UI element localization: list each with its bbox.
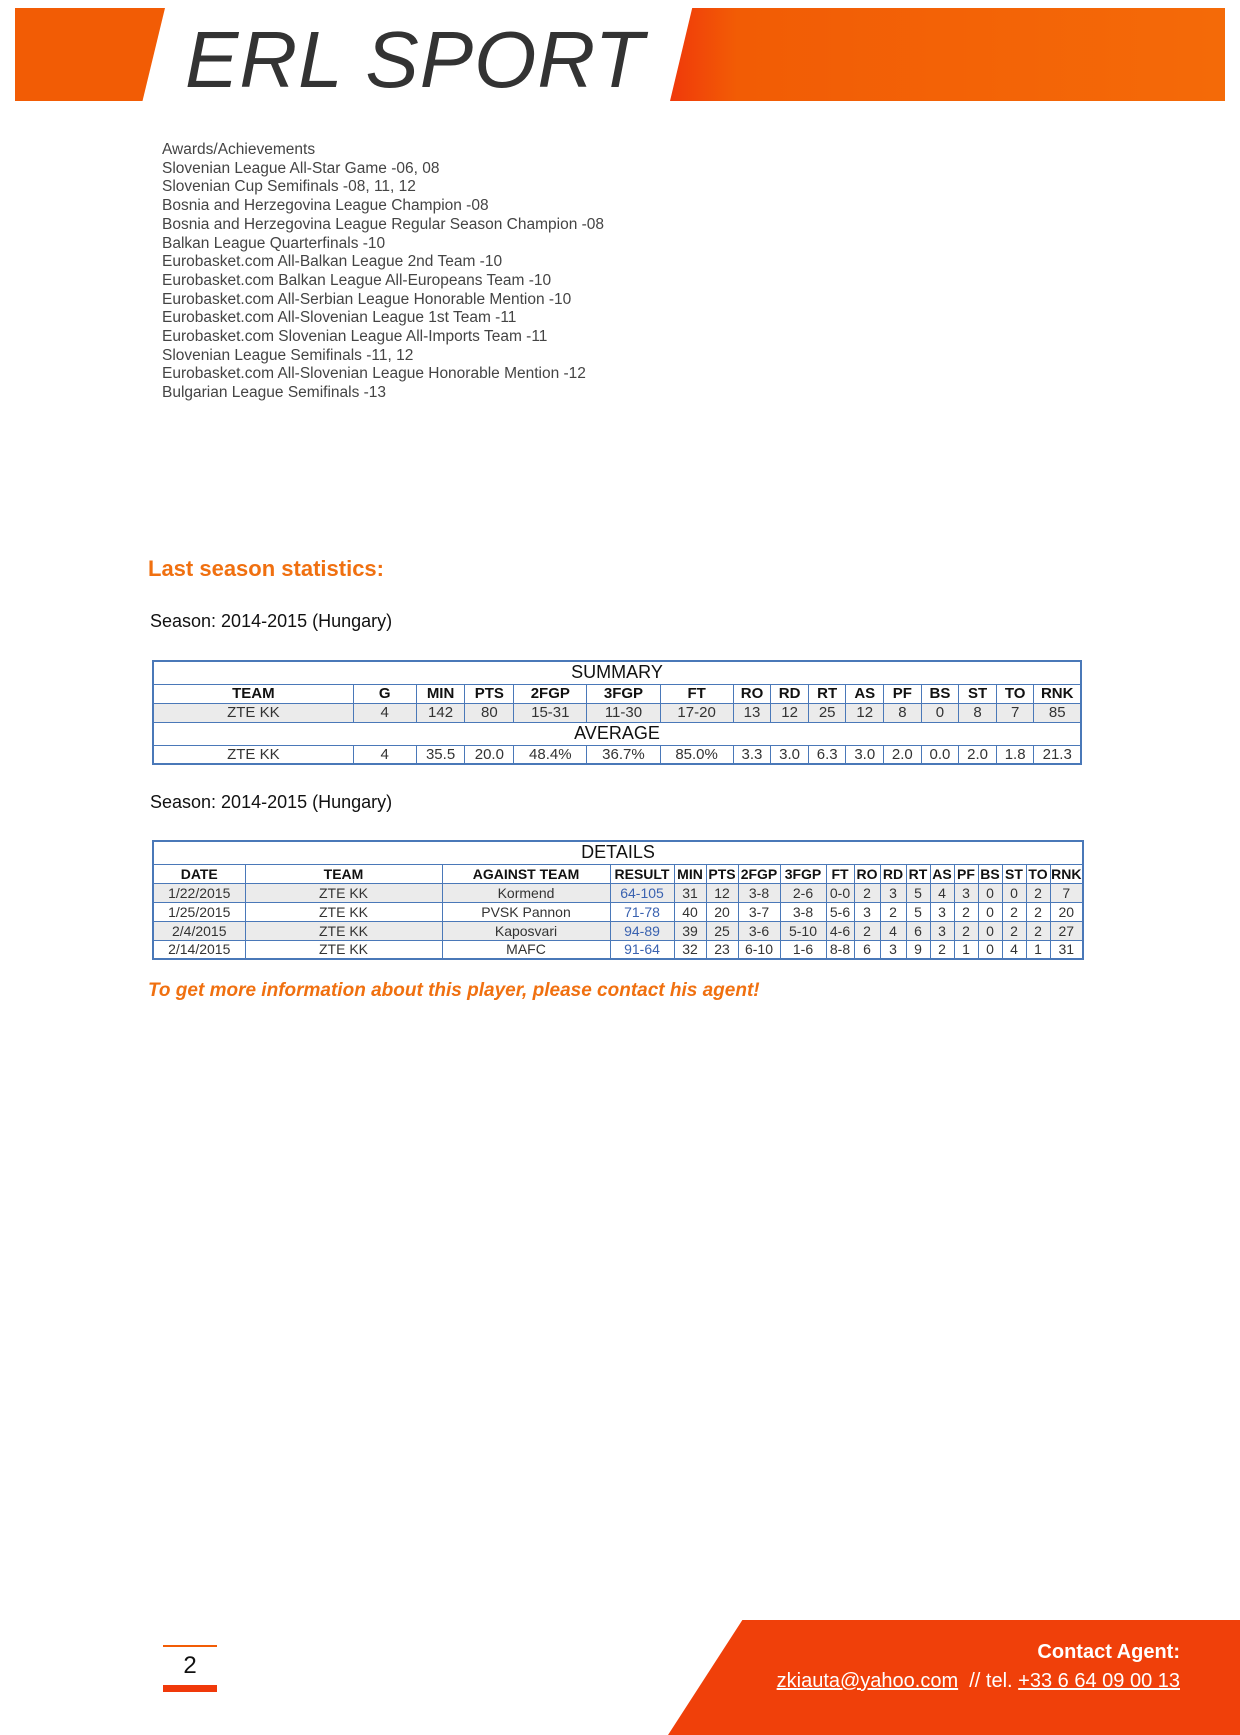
details-header-cell: PTS — [706, 864, 738, 883]
summary-average-cell: 2.0 — [884, 745, 922, 764]
details-header-row — [153, 864, 1083, 883]
details-cell: 20 — [706, 902, 738, 921]
summary-header-cell: RO — [733, 684, 771, 703]
summary-totals-row — [153, 703, 1081, 722]
details-cell: 0 — [978, 902, 1002, 921]
award-item: Eurobasket.com All-Slovenian League 1st Team -11 — [162, 309, 517, 327]
summary-total-cell: 13 — [733, 703, 771, 722]
details-cell: 9 — [906, 940, 930, 959]
summary-total-cell: 17-20 — [660, 703, 733, 722]
page-number-rule-top — [163, 1645, 217, 1647]
contact-agent-title: Contact Agent: — [1037, 1641, 1180, 1663]
summary-total-cell: 0 — [921, 703, 959, 722]
details-header-cell: 2FGP — [738, 864, 780, 883]
details-cell: 4 — [1002, 940, 1026, 959]
summary-total-cell: 4 — [353, 703, 416, 722]
award-item: Eurobasket.com All-Serbian League Honorable Mention -10 — [162, 290, 572, 308]
details-cell: ZTE KK — [245, 883, 442, 902]
details-cell: 27 — [1050, 921, 1083, 940]
details-cell: 2 — [1002, 921, 1026, 940]
details-cell: MAFC — [442, 940, 610, 959]
details-cell: 2 — [1026, 902, 1050, 921]
details-cell: 1/22/2015 — [153, 883, 245, 902]
details-title: DETAILS — [153, 841, 1083, 864]
summary-header-cell: PF — [884, 684, 922, 703]
summary-season-label: Season: 2014-2015 (Hungary) — [150, 611, 393, 631]
details-cell: 2 — [880, 902, 906, 921]
award-item: Slovenian League All-Star Game -06, 08 — [162, 159, 440, 177]
details-cell: 4-6 — [826, 921, 854, 940]
summary-header-cell: BS — [921, 684, 959, 703]
details-cell: 7 — [1050, 883, 1083, 902]
details-header-cell: PF — [954, 864, 978, 883]
details-cell: Kormend — [442, 883, 610, 902]
details-cell: 3-8 — [738, 883, 780, 902]
details-header-cell: RO — [854, 864, 880, 883]
award-item: Eurobasket.com All-Slovenian League Honorable Mention -12 — [162, 365, 586, 383]
summary-average-cell: ZTE KK — [153, 745, 353, 764]
page-number-rule-bottom — [163, 1685, 217, 1692]
details-cell: 6 — [854, 940, 880, 959]
summary-total-cell: 25 — [808, 703, 846, 722]
summary-average-cell: 1.8 — [996, 745, 1034, 764]
details-header-cell: RD — [880, 864, 906, 883]
game-result-link[interactable]: 94-89 — [610, 921, 674, 940]
summary-total-cell: 85 — [1034, 703, 1081, 722]
details-cell: 1 — [1026, 940, 1050, 959]
award-item: Bulgarian League Semifinals -13 — [162, 384, 387, 402]
details-header-cell: RT — [906, 864, 930, 883]
details-cell: 8-8 — [826, 940, 854, 959]
details-cell: 3 — [930, 902, 954, 921]
details-cell: 3-6 — [738, 921, 780, 940]
summary-average-cell: 21.3 — [1034, 745, 1081, 764]
summary-header-cell: TEAM — [153, 684, 353, 703]
details-header-cell: MIN — [674, 864, 706, 883]
award-item: Balkan League Quarterfinals -10 — [162, 234, 386, 252]
awards-list — [162, 141, 604, 403]
summary-header-cell: MIN — [416, 684, 465, 703]
details-cell: 2/4/2015 — [153, 921, 245, 940]
details-cell: 2-6 — [780, 883, 826, 902]
game-result-link[interactable]: 91-64 — [610, 940, 674, 959]
details-cell: 4 — [930, 883, 954, 902]
details-cell: 5 — [906, 902, 930, 921]
summary-average-cell: 48.4% — [514, 745, 587, 764]
details-cell: 3 — [880, 883, 906, 902]
summary-header-cell: PTS — [465, 684, 514, 703]
award-item: Eurobasket.com All-Balkan League 2nd Team -10 — [162, 253, 503, 271]
awards-heading: Awards/Achievements — [162, 141, 316, 158]
details-body — [153, 883, 1083, 959]
details-cell: 2 — [954, 902, 978, 921]
summary-average-cell: 35.5 — [416, 745, 465, 764]
game-result-link[interactable]: 71-78 — [610, 902, 674, 921]
details-header-cell: AGAINST TEAM — [442, 864, 610, 883]
summary-header-cell: RD — [771, 684, 809, 703]
summary-average-cell: 0.0 — [921, 745, 959, 764]
summary-average-cell: 20.0 — [465, 745, 514, 764]
details-cell: 2 — [1026, 921, 1050, 940]
details-cell: 1/25/2015 — [153, 902, 245, 921]
award-item: Slovenian Cup Semifinals -08, 11, 12 — [162, 178, 416, 196]
details-table — [152, 840, 1084, 960]
award-item: Eurobasket.com Balkan League All-Europeans Team -10 — [162, 271, 552, 289]
details-cell: 20 — [1050, 902, 1083, 921]
summary-total-cell: 12 — [846, 703, 884, 722]
summary-average-cell: 3.0 — [846, 745, 884, 764]
details-cell: 0-0 — [826, 883, 854, 902]
summary-average-cell: 36.7% — [587, 745, 660, 764]
details-cell: 0 — [978, 940, 1002, 959]
details-row — [153, 940, 1083, 959]
summary-header-cell: 2FGP — [514, 684, 587, 703]
details-cell: 23 — [706, 940, 738, 959]
summary-average-cell: 85.0% — [660, 745, 733, 764]
contact-details — [777, 1670, 1180, 1693]
summary-total-cell: 12 — [771, 703, 809, 722]
details-cell: 31 — [674, 883, 706, 902]
average-title: AVERAGE — [153, 722, 1081, 745]
agent-email-link[interactable]: zkiauta@yahoo.com — [776, 1670, 959, 1692]
summary-header-cell: 3FGP — [587, 684, 660, 703]
details-header-cell: 3FGP — [780, 864, 826, 883]
summary-total-cell: 8 — [959, 703, 997, 722]
details-cell: 1-6 — [780, 940, 826, 959]
tel-separator: // tel. — [958, 1670, 1019, 1692]
details-cell: 6 — [906, 921, 930, 940]
award-item: Slovenian League Semifinals -11, 12 — [162, 346, 414, 364]
details-header-cell: RESULT — [610, 864, 674, 883]
header-accent-left — [15, 8, 165, 101]
summary-header-cell: RT — [808, 684, 846, 703]
details-row — [153, 883, 1083, 902]
details-cell: 3-7 — [738, 902, 780, 921]
details-cell: 2 — [854, 921, 880, 940]
details-header-cell: DATE — [153, 864, 245, 883]
details-cell: 0 — [978, 921, 1002, 940]
details-cell: 4 — [880, 921, 906, 940]
details-header-cell: ST — [1002, 864, 1026, 883]
details-cell: 1 — [954, 940, 978, 959]
details-cell: 32 — [674, 940, 706, 959]
details-cell: ZTE KK — [245, 902, 442, 921]
summary-average-cell: 4 — [353, 745, 416, 764]
details-cell: 31 — [1050, 940, 1083, 959]
details-cell: Kaposvari — [442, 921, 610, 940]
contact-agent-note: To get more information about this player, please contact his agent! — [148, 980, 760, 1001]
summary-total-cell: 8 — [884, 703, 922, 722]
page-number: 2 — [183, 1652, 197, 1679]
details-cell: 5 — [906, 883, 930, 902]
details-cell: 25 — [706, 921, 738, 940]
brand-logo: ERL SPORT — [185, 15, 645, 104]
details-header-cell: BS — [978, 864, 1002, 883]
details-cell: 5-10 — [780, 921, 826, 940]
summary-total-cell: 11-30 — [587, 703, 660, 722]
summary-average-cell: 2.0 — [959, 745, 997, 764]
details-cell: 5-6 — [826, 902, 854, 921]
details-cell: ZTE KK — [245, 921, 442, 940]
details-cell: 2 — [1002, 902, 1026, 921]
details-cell: 3 — [930, 921, 954, 940]
details-cell: ZTE KK — [245, 940, 442, 959]
details-cell: 2 — [954, 921, 978, 940]
award-item: Bosnia and Herzegovina League Regular Season Champion -08 — [162, 215, 605, 233]
summary-header-cell: G — [353, 684, 416, 703]
details-header-cell: AS — [930, 864, 954, 883]
summary-header-cell: AS — [846, 684, 884, 703]
details-header-cell: FT — [826, 864, 854, 883]
details-cell: 39 — [674, 921, 706, 940]
summary-average-cell: 6.3 — [808, 745, 846, 764]
details-row — [153, 921, 1083, 940]
summary-header-row — [153, 684, 1081, 703]
summary-header-cell: ST — [959, 684, 997, 703]
details-cell: 3 — [954, 883, 978, 902]
summary-total-cell: ZTE KK — [153, 703, 353, 722]
details-header-cell: TO — [1026, 864, 1050, 883]
details-row — [153, 902, 1083, 921]
details-cell: 3 — [854, 902, 880, 921]
summary-total-cell: 15-31 — [514, 703, 587, 722]
summary-title: SUMMARY — [153, 661, 1081, 684]
summary-average-cell: 3.0 — [771, 745, 809, 764]
details-cell: 2 — [1026, 883, 1050, 902]
summary-header-cell: RNK — [1034, 684, 1081, 703]
header-accent-right — [670, 8, 1225, 101]
summary-total-cell: 80 — [465, 703, 514, 722]
details-season-label: Season: 2014-2015 (Hungary) — [150, 792, 393, 812]
summary-total-cell: 7 — [996, 703, 1034, 722]
details-cell: 40 — [674, 902, 706, 921]
award-item: Eurobasket.com Slovenian League All-Imports Team -11 — [162, 328, 548, 346]
agent-phone-link[interactable]: +33 6 64 09 00 13 — [1018, 1670, 1180, 1692]
details-cell: 3-8 — [780, 902, 826, 921]
summary-table — [152, 660, 1082, 765]
summary-average-cell: 3.3 — [733, 745, 771, 764]
summary-header-cell: FT — [660, 684, 733, 703]
section-title: Last season statistics: — [148, 556, 384, 581]
details-cell: 2 — [854, 883, 880, 902]
details-cell: 2/14/2015 — [153, 940, 245, 959]
details-cell: PVSK Pannon — [442, 902, 610, 921]
summary-header-cell: TO — [996, 684, 1034, 703]
summary-average-row — [153, 745, 1081, 764]
details-cell: 2 — [930, 940, 954, 959]
details-cell: 0 — [1002, 883, 1026, 902]
details-cell: 12 — [706, 883, 738, 902]
game-result-link[interactable]: 64-105 — [610, 883, 674, 902]
details-cell: 6-10 — [738, 940, 780, 959]
details-header-cell: TEAM — [245, 864, 442, 883]
summary-total-cell: 142 — [416, 703, 465, 722]
details-cell: 0 — [978, 883, 1002, 902]
details-cell: 3 — [880, 940, 906, 959]
details-header-cell: RNK — [1051, 865, 1082, 882]
award-item: Bosnia and Herzegovina League Champion -08 — [162, 197, 489, 215]
